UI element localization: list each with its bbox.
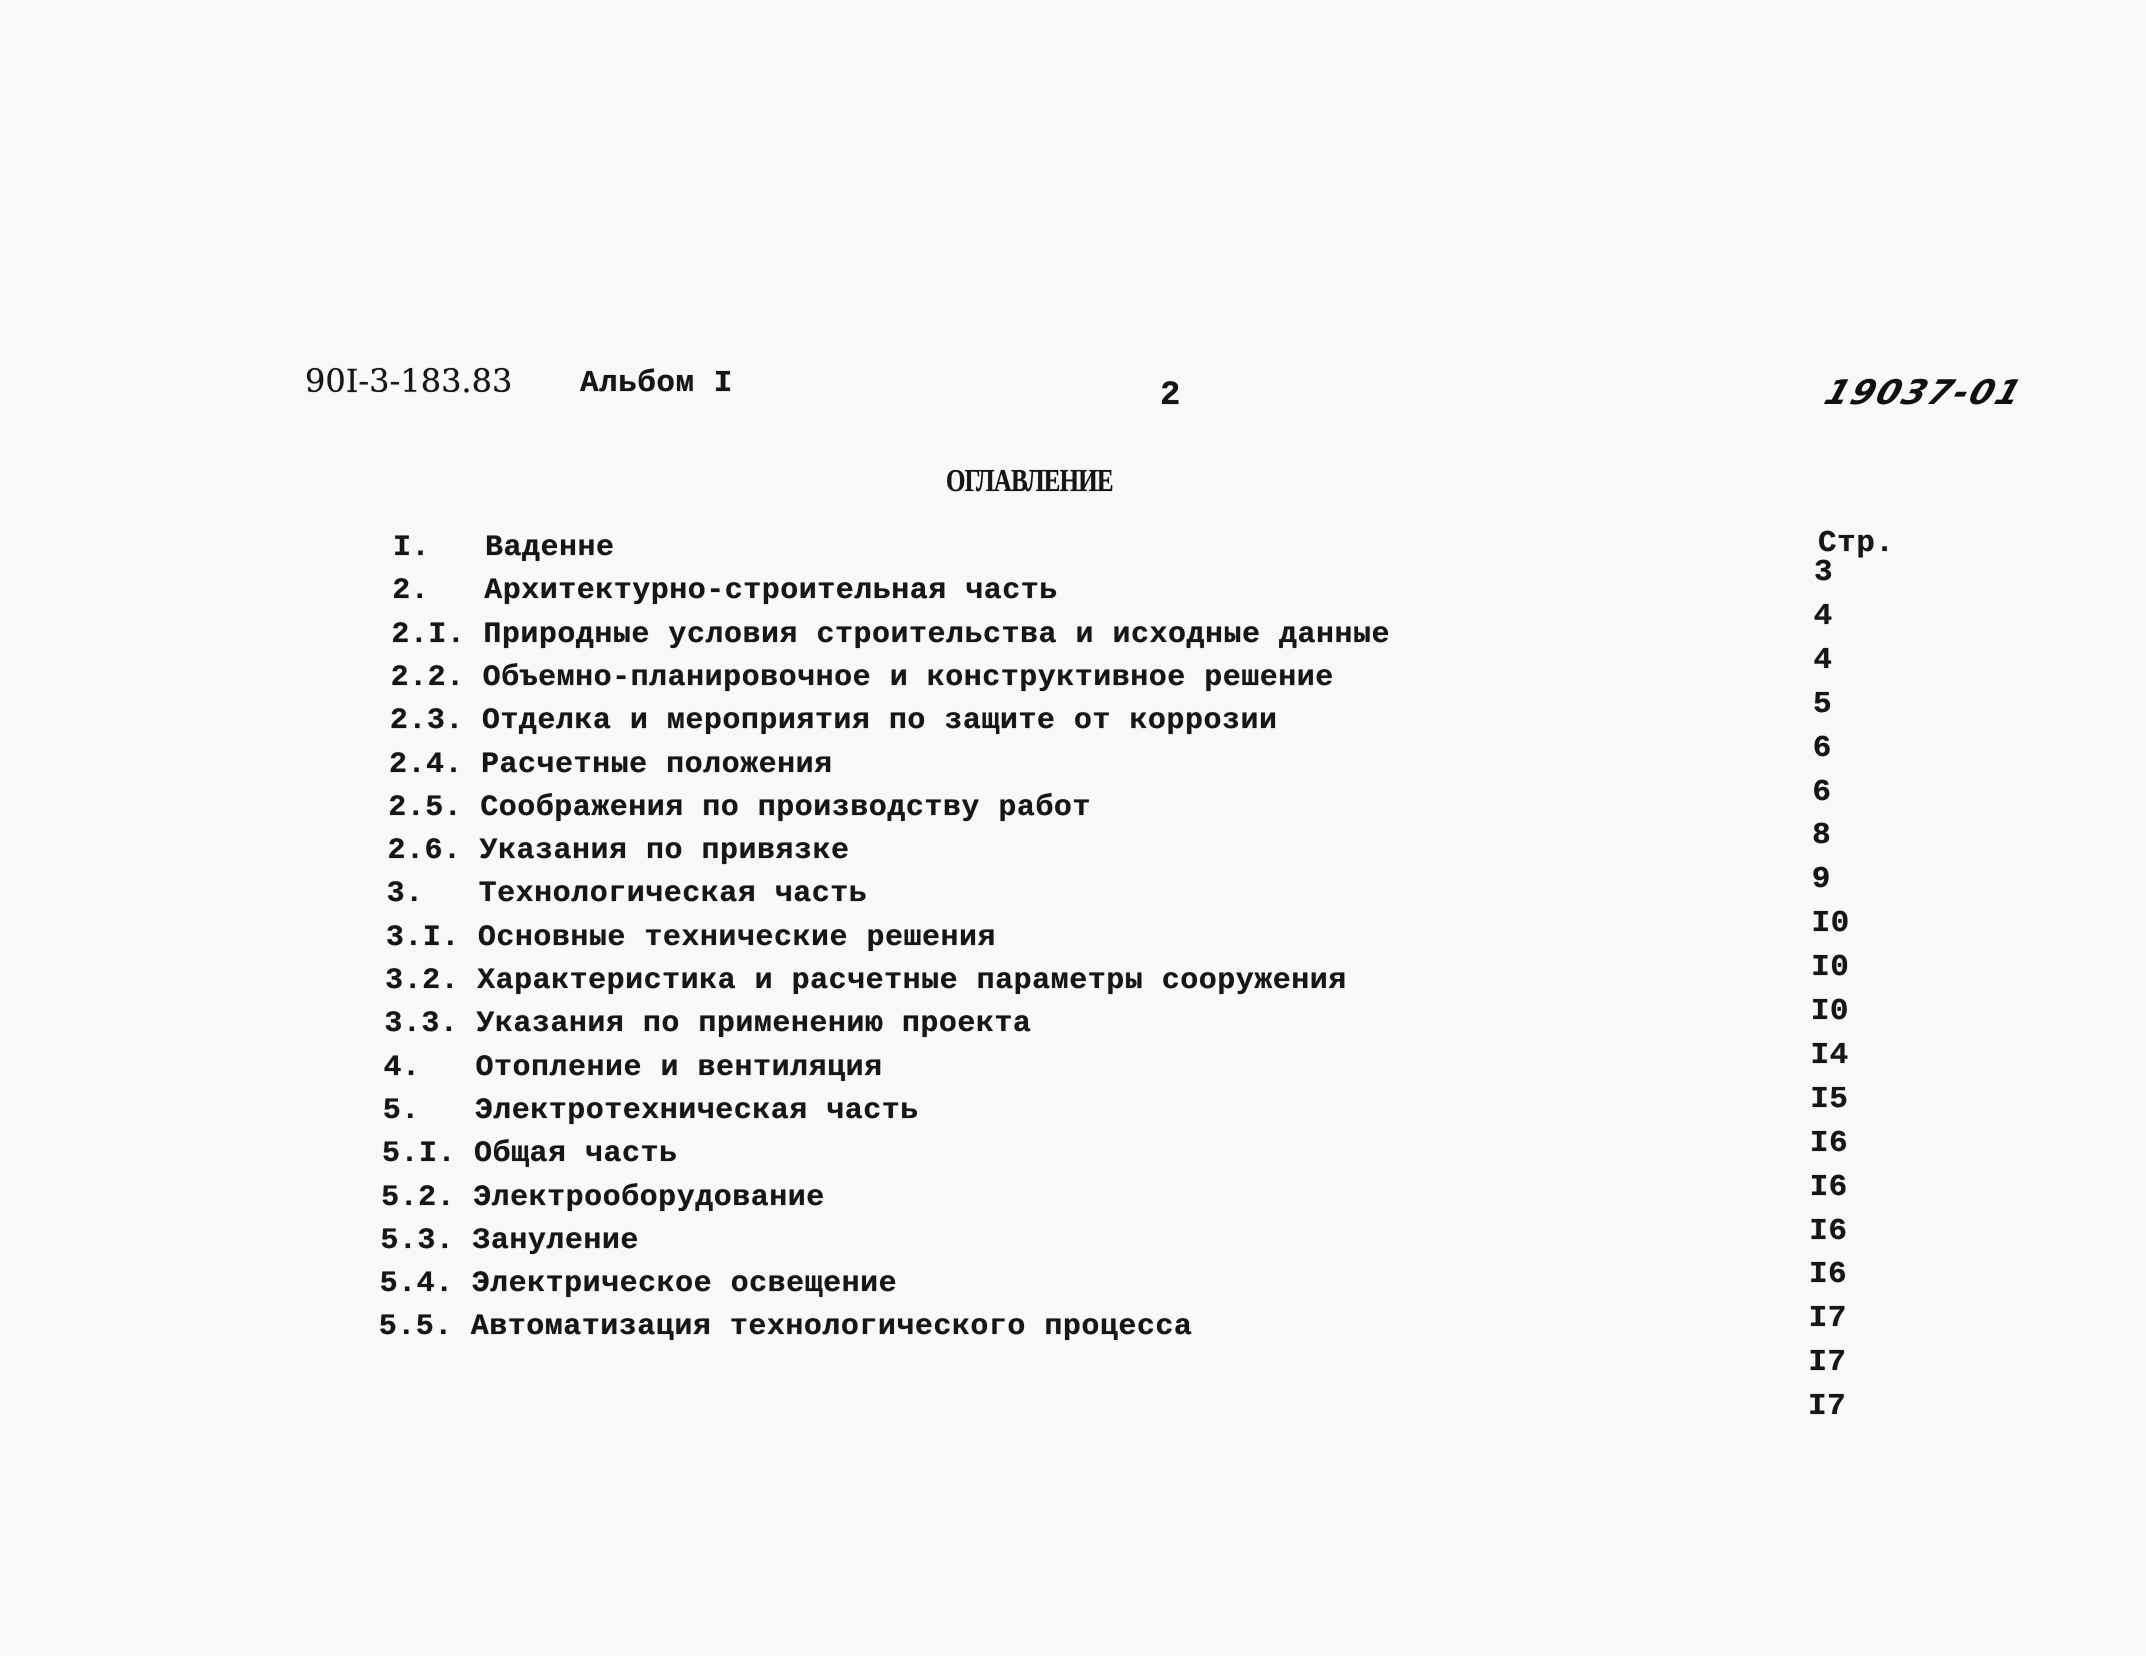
toc-entry-title: Общая часть <box>473 1137 678 1172</box>
toc-entry-title: Указания по применению проекта <box>476 1007 1032 1042</box>
toc-entry-title: Автоматизация технологического процесса <box>470 1310 1193 1345</box>
toc-entry-number: 3.I. <box>385 920 460 955</box>
toc-entry-page: 5 <box>1813 686 1833 722</box>
toc-entry-title: Электрическое освещение <box>471 1267 898 1302</box>
toc-entry-page: 8 <box>1812 818 1832 854</box>
toc-entry-page: I6 <box>1808 1257 1848 1293</box>
toc-title: ОГЛАВЛЕНИЕ <box>946 462 1113 498</box>
toc-entry-number: 5.5. <box>378 1310 453 1345</box>
toc-entry-number: 5.4. <box>379 1267 454 1302</box>
toc-entry-number: 2.6. <box>387 834 462 869</box>
page-number: 2 <box>1160 377 1181 415</box>
toc-entry-title: Указания по привязке <box>479 834 850 869</box>
toc-entry-number: 3.3. <box>384 1007 459 1042</box>
toc-entry-number: 2.3. <box>389 704 464 739</box>
toc-entry-page: I5 <box>1810 1081 1849 1117</box>
toc-entry-page: I0 <box>1810 994 1850 1029</box>
toc-entry-title: Технологическая часть <box>478 877 868 912</box>
toc-entry-page: I7 <box>1808 1301 1847 1337</box>
document-code: 90I-3-183.83 <box>305 362 513 400</box>
toc-entry-page: I4 <box>1810 1037 1849 1073</box>
toc-entry-title: Электротехническая часть <box>474 1093 919 1128</box>
toc-entry-title: Природные условия строительства и исходные данные <box>483 617 1391 652</box>
toc-entry-number: 5.I. <box>381 1137 456 1172</box>
toc-entry-number: 2. <box>392 574 430 609</box>
toc-entry-number: 3. <box>386 877 424 912</box>
album-label: Альбом I <box>580 366 733 401</box>
toc-entry-title: Характеристика и расчетные параметры сооружения <box>477 964 1347 998</box>
toc-entry-page: I6 <box>1809 1169 1848 1205</box>
toc-entry-page: 9 <box>1811 862 1831 898</box>
toc-entry-title: Электрооборудование <box>473 1180 825 1215</box>
toc-entry-title: Ваденне <box>485 531 615 565</box>
toc-entry-title: Архитектурно-строительная часть <box>484 574 1058 609</box>
toc-entry-number: 2.I. <box>391 617 466 652</box>
toc-entry-title: Объемно-планировочное и конструктивное решение <box>482 660 1334 695</box>
toc-entry-number: 5.3. <box>380 1223 455 1258</box>
toc-entry-number: 2.2. <box>390 660 465 695</box>
toc-entry-title: Соображения по производству работ <box>480 790 1091 825</box>
toc-entry-page: 4 <box>1813 642 1833 678</box>
toc-entry-title: Основные технические решения <box>477 920 996 955</box>
toc-entry-number: 2.5. <box>388 790 463 825</box>
toc-entry-page: I6 <box>1809 1125 1849 1161</box>
toc-entry-page: 4 <box>1813 598 1833 634</box>
toc-entry-page: I7 <box>1808 1389 1847 1425</box>
toc-entry-number: 4. <box>383 1050 421 1085</box>
toc-entry-page: I7 <box>1808 1345 1847 1381</box>
toc-entry-page: I6 <box>1809 1213 1848 1249</box>
toc-entry-number: 3.2. <box>385 964 460 998</box>
toc-entry-page: 6 <box>1812 730 1832 766</box>
toc-entry-title: Зануление <box>472 1223 639 1258</box>
page-column-header: Стр. <box>1818 526 1895 561</box>
toc-entry-page: I0 <box>1811 906 1850 942</box>
toc-entry-page: 3 <box>1814 555 1834 590</box>
toc-entry-title: Отделка и мероприятия по защите от коррозии <box>481 704 1278 739</box>
toc-entry-number: 5.2. <box>381 1180 456 1215</box>
toc-entry-title: Расчетные положения <box>481 747 833 782</box>
toc-entry-title: Отопление и вентиляция <box>475 1050 883 1085</box>
toc-entry-page: I0 <box>1811 950 1850 986</box>
toc-entry-number: 2.4. <box>389 747 464 782</box>
toc-entry-number: 5. <box>382 1093 420 1128</box>
toc-entry-number: I. <box>393 531 431 565</box>
toc-entry-page: 6 <box>1812 774 1832 810</box>
inventory-number: 19037-01 <box>1819 373 2029 413</box>
